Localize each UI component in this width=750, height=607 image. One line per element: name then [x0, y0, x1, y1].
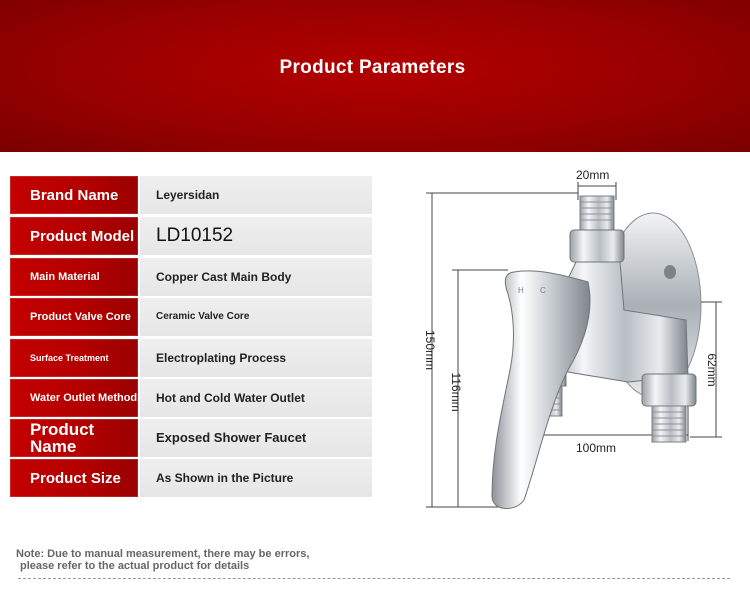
- param-row-surface: [10, 339, 372, 377]
- dim-side-label: 62mm: [705, 353, 719, 387]
- param-label: Water Outlet Method: [10, 379, 138, 417]
- param-label: Product Model: [10, 217, 138, 255]
- handle-lever: [492, 271, 590, 509]
- param-label: Product Size: [10, 459, 138, 497]
- page-title: Product Parameters: [279, 57, 466, 78]
- param-value: Copper Cast Main Body: [140, 258, 372, 296]
- dashed-divider: [18, 578, 730, 579]
- param-row-material: [10, 258, 372, 296]
- outlet-nut: [642, 374, 696, 406]
- faucet-drawing: [388, 160, 750, 520]
- param-label: Main Material: [10, 258, 138, 296]
- note-line-2: please refer to the actual product for details: [20, 560, 250, 573]
- handle-mark-c: C: [540, 286, 546, 295]
- param-value: As Shown in the Picture: [140, 459, 372, 497]
- faucet-diagram: [388, 160, 750, 520]
- param-label: Surface Treatment: [10, 339, 138, 377]
- param-label: Product Name: [10, 419, 138, 457]
- handle-mark-h: H: [518, 286, 524, 295]
- param-row-name: [10, 419, 372, 457]
- note-line-1: Note: Due to manual measurement, there may be errors,: [16, 548, 310, 560]
- param-row-size: [10, 459, 372, 497]
- param-row-model: [10, 217, 372, 255]
- param-value: Exposed Shower Faucet: [140, 419, 372, 457]
- param-row-outlet: [10, 379, 372, 417]
- dim-height-label: 150mm: [423, 329, 437, 371]
- param-row-brand: [10, 176, 372, 214]
- param-row-valve-core: [10, 298, 372, 336]
- param-value: LD10152: [140, 217, 372, 255]
- screw-hole-top: [664, 265, 676, 279]
- param-value: Leyersidan: [140, 176, 372, 214]
- param-label: Product Valve Core: [10, 298, 138, 336]
- top-inlet-thread: [580, 196, 614, 230]
- disclaimer-note: [16, 548, 376, 572]
- param-value: Hot and Cold Water Outlet: [140, 379, 372, 417]
- param-value: Electroplating Process: [140, 339, 372, 377]
- dim-top-label: 20mm: [576, 168, 610, 182]
- header-banner: [0, 0, 750, 152]
- dim-width-label: 100mm: [576, 441, 617, 455]
- dim-lever-label: 116mm: [449, 372, 463, 412]
- param-label: Brand Name: [10, 176, 138, 214]
- param-value: Ceramic Valve Core: [140, 298, 372, 336]
- top-nut: [570, 230, 624, 262]
